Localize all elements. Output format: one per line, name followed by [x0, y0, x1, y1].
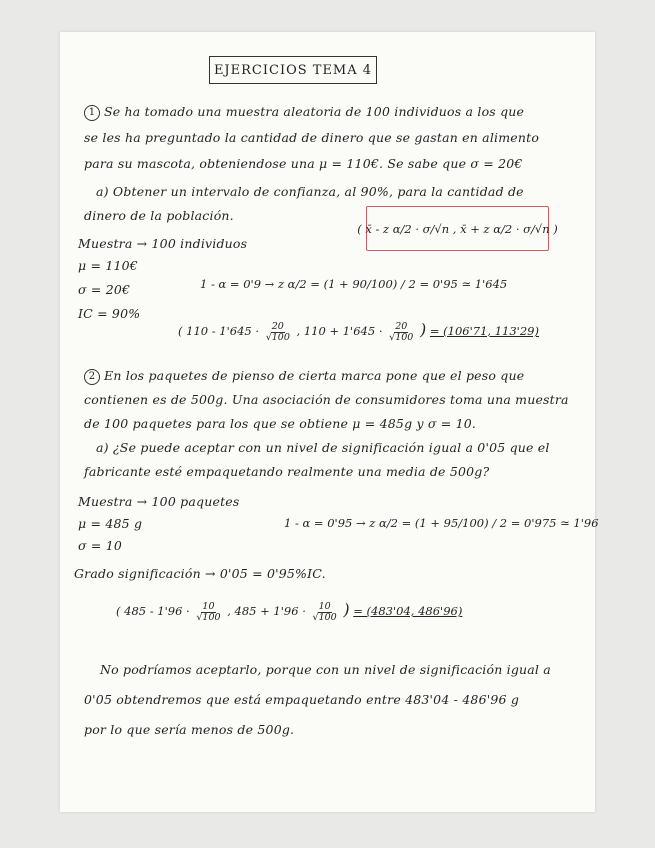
ex1-line2: se les ha preguntado la cantidad de dinero que se gastan en alimento	[84, 130, 540, 145]
ex2-mu: μ = 485 g	[78, 516, 143, 531]
formula-box: ( x̄ - z α/2 · σ/√n , x̄ + z α/2 · σ/√n )	[366, 206, 549, 251]
ex2-muestra: Muestra → 100 paquetes	[78, 494, 240, 509]
ex2-grado: Grado significación → 0'05 = 0'95%IC.	[74, 566, 326, 581]
ex1-question-a-line1: a) Obtener un intervalo de confianza, al 90%, para la cantidad de	[96, 184, 524, 199]
ex1-line3: para su mascota, obteniendose una μ = 110€. Se sabe que σ = 20€	[84, 156, 523, 171]
ex1-mu: μ = 110€	[78, 258, 138, 273]
ex2-conclusion-line2: 0'05 obtendremos que está empaquetando entre 483'04 - 486'96 g	[84, 692, 520, 707]
ex2-sigma: σ = 10	[78, 538, 123, 553]
ex1-interval: ( 110 - 1'645 · $\frac{20}{√100}$ , 110 + 1'645 · $\frac{20}{√100}$ ) = (106'71, 113'29)	[178, 320, 539, 343]
ex2-line1: 2 En los paquetes de pienso de cierta marca pone que el peso que	[84, 368, 524, 385]
ex2-interval: ( 485 - 1'96 · $\frac{10}{√100}$ , 485 + 1'96 · $\frac{10}{√100}$ ) = (483'04, 486'96)	[116, 600, 463, 623]
ex2-conclusion-line3: por lo que sería menos de 500g.	[84, 722, 295, 737]
ex2-question-a-line1: a) ¿Se puede aceptar con un nivel de significación igual a 0'05 que el	[96, 440, 550, 455]
ex2-line3: de 100 paquetes para los que se obtiene μ = 485g y σ = 10.	[84, 416, 477, 431]
ex1-sigma: σ = 20€	[78, 282, 131, 297]
ex2-number: 2	[84, 369, 100, 385]
ex1-number: 1	[84, 105, 100, 121]
ex2-question-a-line2: fabricante esté empaquetando realmente una media de 500g?	[84, 464, 490, 479]
ex1-muestra: Muestra → 100 individuos	[78, 236, 248, 251]
ex1-question-a-line2: dinero de la población.	[84, 208, 234, 223]
ex1-ic: IC = 90%	[78, 306, 141, 321]
ex2-result: = (483'04, 486'96)	[353, 604, 463, 618]
paper-sheet	[60, 32, 599, 812]
ex1-line1: 1 Se ha tomado una muestra aleatoria de 100 individuos a los que	[84, 104, 524, 121]
page-title: EJERCICIOS TEMA 4	[209, 56, 377, 84]
ex1-result: = (106'71, 113'29)	[429, 324, 539, 338]
ex2-calc: 1 - α = 0'95 → z α/2 = (1 + 95/100) / 2 = 0'975 ≃ 1'96	[284, 516, 599, 530]
ex2-line2: contienen es de 500g. Una asociación de consumidores toma una muestra	[84, 392, 569, 407]
ex2-conclusion-line1: No podríamos aceptarlo, porque con un nivel de significación igual a	[100, 662, 551, 677]
ex1-calc: 1 - α = 0'9 → z α/2 = (1 + 90/100) / 2 = 0'95 ≃ 1'645	[200, 277, 508, 291]
